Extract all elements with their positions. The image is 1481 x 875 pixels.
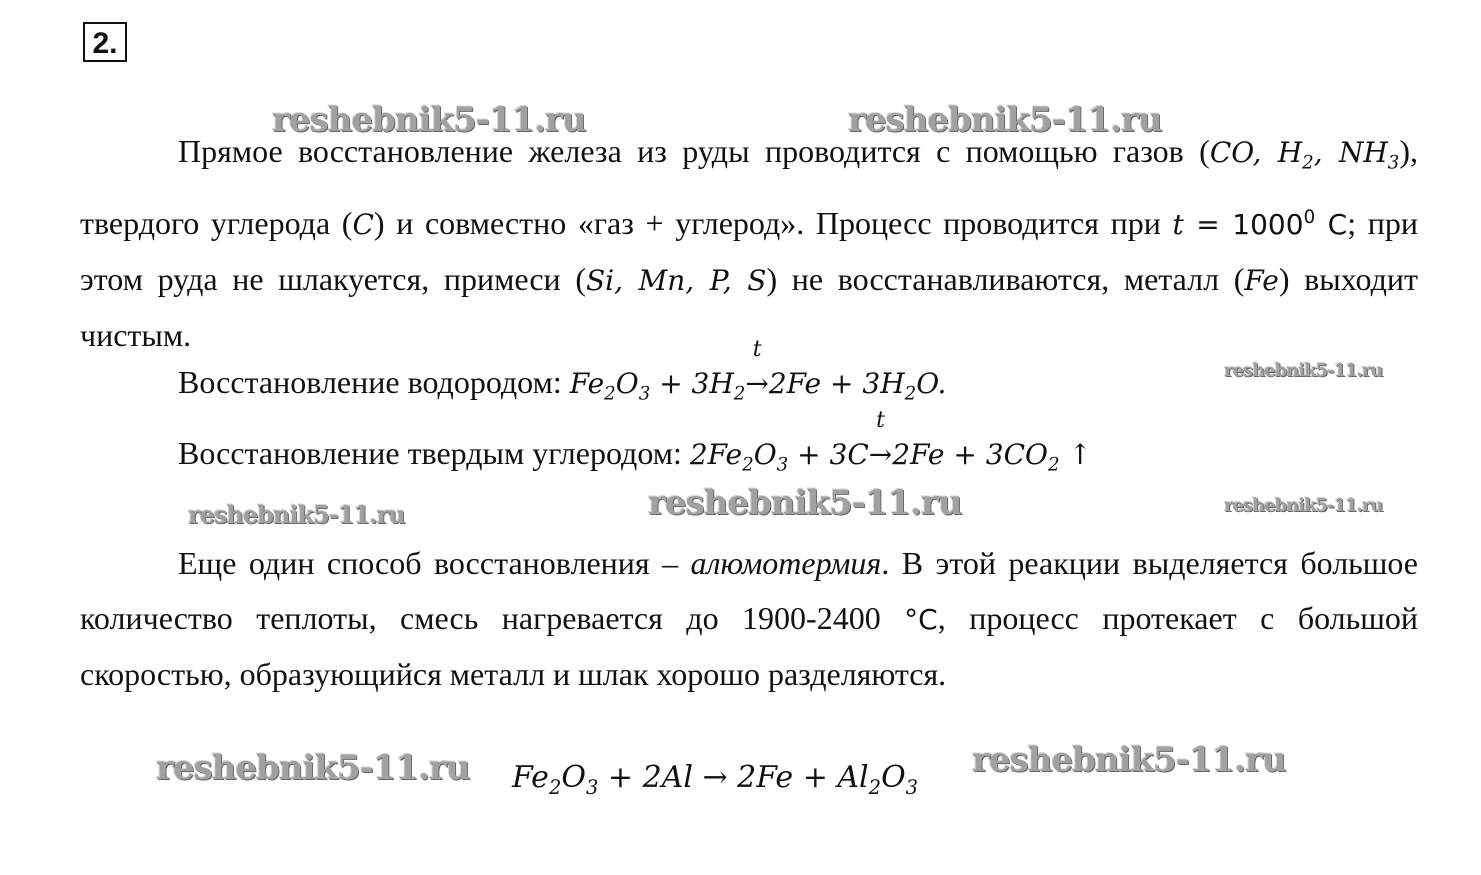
task-number: 2. <box>83 22 127 62</box>
watermark: reshebnik5-11.ru <box>188 500 405 529</box>
watermark: reshebnik5-11.ru <box>272 100 586 140</box>
term-aluminothermy: алюмотермия <box>690 545 882 581</box>
watermark: reshebnik5-11.ru <box>648 483 962 523</box>
watermark: reshebnik5-11.ru <box>156 748 470 788</box>
equation-aluminothermy: $Fe_2O_3 + 2Al \to 2Fe + Al_2O_3$ <box>512 760 919 799</box>
watermark: reshebnik5-11.ru <box>1224 495 1383 516</box>
formula-temp: t <box>1172 208 1184 242</box>
equation-carbon: $2Fe_2O_3 + 3C$ t $\to 2Fe + 3CO_2$ ↑ <box>689 408 1092 476</box>
formula-impurities: Si, Mn, P, S <box>585 264 767 298</box>
formula-fe: Fe <box>1244 264 1279 298</box>
hydrogen-reduction-line: Восстановление водородом: $Fe_2O_3 + 3H_2$ t $\to 2Fe + 3H_2O$. <box>178 337 947 405</box>
watermark: reshebnik5-11.ru <box>972 740 1286 780</box>
formula-carbon: C <box>352 208 374 242</box>
paragraph-aluminothermy: Еще один способ восстановления – алюмотермия. В этой реакции выделяется большое количество теплоты, смесь нагревается до 1900-2400 °C, процесс протекает с большой скоростью, образующийся металл и шлак хорошо разделяются. <box>80 545 1419 692</box>
formula-gases: CO, $H_2$, $NH_3$ <box>1209 136 1400 174</box>
watermark: reshebnik5-11.ru <box>1224 360 1383 381</box>
equation-hydrogen: $Fe_2O_3 + 3H_2$ t $\to 2Fe + 3H_2O$. <box>569 337 947 405</box>
carbon-reduction-line: Восстановление твердым углеродом: $2Fe_2O_3 + 3C$ t $\to 2Fe + 3CO_2$ ↑ <box>178 408 1092 476</box>
paragraph-direct-reduction: Прямое восстановление железа из руды проводится с помощью газов (CO, $H_2$, $NH_3$), твердого углерода (C) и совместно «газ + углерод». Процесс проводится при $t = 1000^0$ C; при этом руда не шлакуется, примеси (Si, Mn, P, S) не восстанавливаются, металл (Fe) выходит чистым. <box>80 133 1419 354</box>
watermark: reshebnik5-11.ru <box>848 100 1162 140</box>
